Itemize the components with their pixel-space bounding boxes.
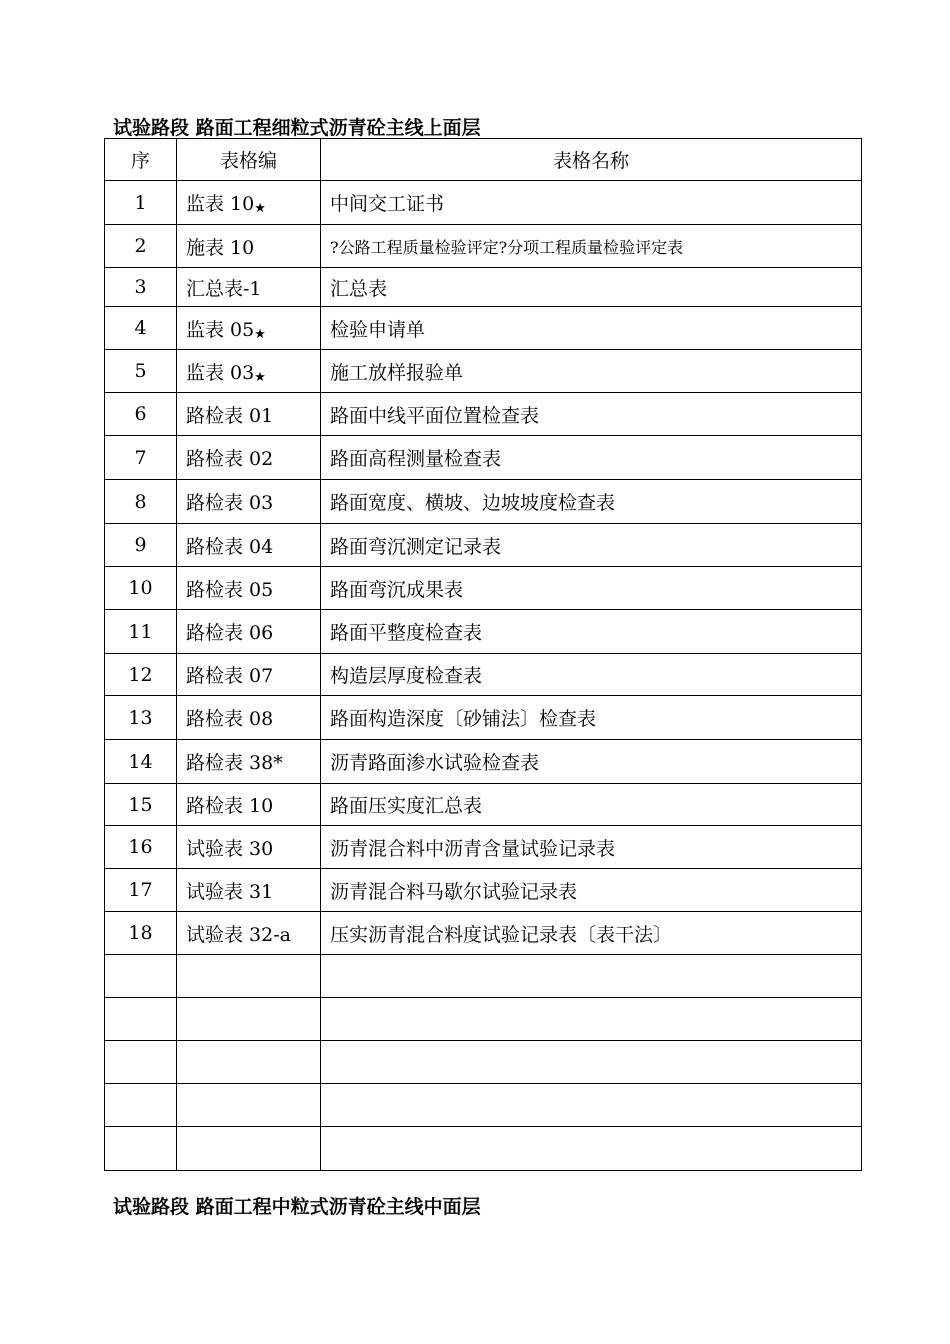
- table-row: [105, 784, 862, 826]
- row-code: [177, 181, 321, 225]
- header-code: 表格编: [177, 139, 321, 181]
- row-name: 路面弯沉测定记录表: [321, 524, 862, 567]
- row-name: [321, 998, 862, 1041]
- row-no: 1: [105, 181, 177, 225]
- section-title-middle-layer: 试验路段 路面工程中粒式沥青砼主线中面层: [113, 1196, 481, 1218]
- row-no: [105, 955, 177, 998]
- row-code-text: 监表 05: [186, 318, 255, 341]
- row-no: 14: [105, 740, 177, 784]
- table-row: [105, 1041, 862, 1084]
- row-name: 路面平整度检查表: [321, 610, 862, 654]
- row-name: 路面宽度、横坡、边坡坡度检查表: [321, 480, 862, 524]
- row-code-text: 路检表 06: [186, 622, 274, 644]
- row-code: [177, 1127, 321, 1171]
- row-no: [105, 998, 177, 1041]
- row-code-text: 路检表 05: [186, 578, 274, 601]
- row-code: [177, 225, 321, 268]
- row-code-text: 监表 10: [186, 193, 255, 215]
- row-code-text: 试验表 32-a: [186, 923, 291, 946]
- row-name: 检验申请单: [321, 307, 862, 350]
- row-code: [177, 268, 321, 307]
- table-row: [105, 1084, 862, 1127]
- row-code: [177, 740, 321, 784]
- row-name: [321, 1084, 862, 1127]
- table-row: [105, 869, 862, 912]
- table-row: [105, 436, 862, 480]
- row-no: [105, 1041, 177, 1084]
- row-code-text: 试验表 30: [186, 837, 274, 860]
- row-name: 路面构造深度〔砂铺法〕检查表: [321, 696, 862, 740]
- row-name: 汇总表: [321, 268, 862, 307]
- row-name: ?公路工程质量检验评定?分项工程质量检验评定表: [321, 225, 862, 268]
- row-no: 4: [105, 307, 177, 350]
- row-code-text: 路检表 02: [186, 448, 274, 470]
- row-code: [177, 480, 321, 524]
- row-code: [177, 436, 321, 480]
- table-row: [105, 696, 862, 740]
- row-code-text: 路检表 04: [186, 535, 274, 558]
- row-code: [177, 567, 321, 610]
- row-no: 11: [105, 610, 177, 654]
- row-no: 5: [105, 350, 177, 393]
- row-code-text: 路检表 07: [186, 665, 274, 687]
- row-name: [321, 1127, 862, 1171]
- row-name: 路面中线平面位置检查表: [321, 393, 862, 436]
- table-row: [105, 307, 862, 350]
- row-code: [177, 1041, 321, 1084]
- row-no: 8: [105, 480, 177, 524]
- table-row: [105, 480, 862, 524]
- row-no: [105, 1084, 177, 1127]
- table-row: [105, 912, 862, 955]
- row-code-text: 路检表 08: [186, 708, 274, 730]
- row-name: 路面弯沉成果表: [321, 567, 862, 610]
- row-code: [177, 826, 321, 869]
- row-code: [177, 912, 321, 955]
- table-row: [105, 1127, 862, 1171]
- star-icon: ★: [254, 326, 266, 342]
- row-code: [177, 696, 321, 740]
- table-row: [105, 524, 862, 567]
- row-no: 10: [105, 567, 177, 610]
- row-no: 7: [105, 436, 177, 480]
- table-row: [105, 955, 862, 998]
- row-code: [177, 307, 321, 350]
- row-code: [177, 1084, 321, 1127]
- row-no: [105, 1127, 177, 1171]
- section-title-top-layer: 试验路段 路面工程细粒式沥青砼主线上面层: [113, 117, 481, 139]
- table-row: [105, 225, 862, 268]
- table-row: [105, 654, 862, 696]
- row-code-text: 施表 10: [186, 236, 255, 259]
- row-name: 施工放样报验单: [321, 350, 862, 393]
- row-code-text: 路检表 03: [186, 492, 274, 514]
- row-name: [321, 1041, 862, 1084]
- table-row: [105, 393, 862, 436]
- row-no: 2: [105, 225, 177, 268]
- row-code-text: 汇总表-1: [186, 277, 262, 300]
- row-no: 6: [105, 393, 177, 436]
- table-row: [105, 268, 862, 307]
- table-header-row: [105, 139, 862, 181]
- star-icon: ★: [254, 369, 266, 385]
- table-row: [105, 998, 862, 1041]
- star-icon: ★: [254, 201, 266, 216]
- row-code-text: 路检表 01: [186, 404, 274, 427]
- table-row: [105, 567, 862, 610]
- row-name: 沥青混合料马歇尔试验记录表: [321, 869, 862, 912]
- row-name: 中间交工证书: [321, 181, 862, 225]
- row-no: 9: [105, 524, 177, 567]
- row-no: 15: [105, 784, 177, 826]
- form-index-table: [104, 138, 862, 1171]
- table-row: [105, 740, 862, 784]
- row-name: 沥青路面渗水试验检查表: [321, 740, 862, 784]
- row-code-text: 路检表 10: [186, 795, 274, 817]
- row-code: [177, 610, 321, 654]
- row-no: 13: [105, 696, 177, 740]
- row-name: 沥青混合料中沥青含量试验记录表: [321, 826, 862, 869]
- table-row: [105, 181, 862, 225]
- header-no: 序: [105, 139, 177, 181]
- row-code: [177, 955, 321, 998]
- table-row: [105, 826, 862, 869]
- row-code: [177, 524, 321, 567]
- row-code-text: 路检表 38*: [186, 752, 283, 774]
- row-name: 路面压实度汇总表: [321, 784, 862, 826]
- header-name: 表格名称: [321, 139, 862, 181]
- row-code: [177, 869, 321, 912]
- table-row: [105, 610, 862, 654]
- row-no: 18: [105, 912, 177, 955]
- row-no: 3: [105, 268, 177, 307]
- row-code: [177, 998, 321, 1041]
- row-code: [177, 784, 321, 826]
- row-code: [177, 654, 321, 696]
- row-name: 路面高程测量检查表: [321, 436, 862, 480]
- row-code: [177, 393, 321, 436]
- row-no: 16: [105, 826, 177, 869]
- row-code: [177, 350, 321, 393]
- row-name: [321, 955, 862, 998]
- row-no: 17: [105, 869, 177, 912]
- row-code-text: 试验表 31: [186, 880, 274, 903]
- row-name: 压实沥青混合料度试验记录表〔表干法〕: [321, 912, 862, 955]
- row-no: 12: [105, 654, 177, 696]
- row-name: 构造层厚度检查表: [321, 654, 862, 696]
- row-code-text: 监表 03: [186, 361, 255, 384]
- table-row: [105, 350, 862, 393]
